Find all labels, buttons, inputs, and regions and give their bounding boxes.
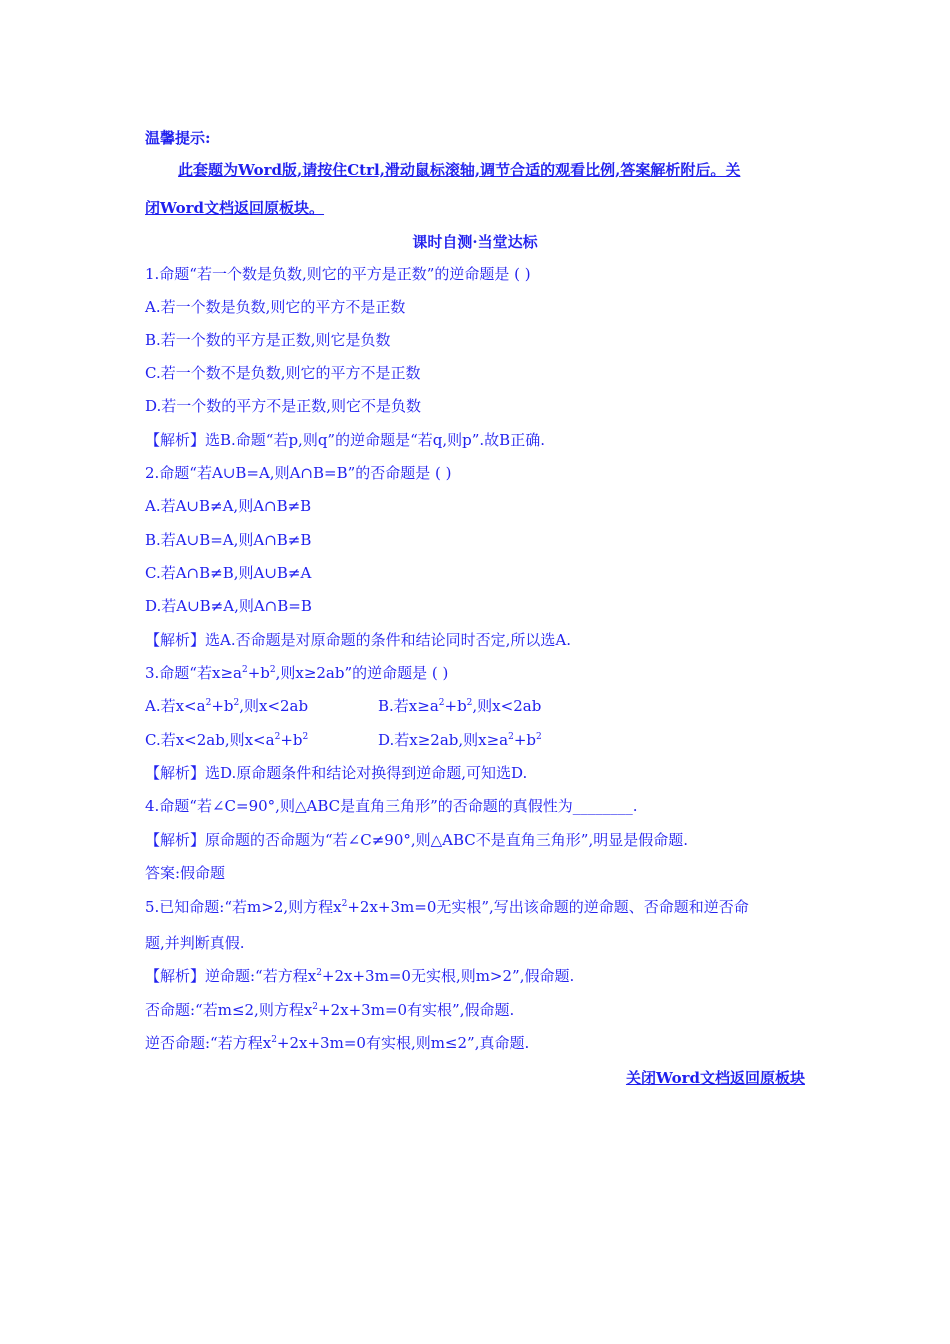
q4-answer: 答案:假命题: [145, 864, 226, 882]
q3-analysis: 【解析】选D.原命题条件和结论对换得到逆命题,可知选D.: [145, 764, 528, 782]
q3-option-b: B.若$x\ge a^2+b^2$,则x<2ab: [378, 697, 542, 715]
q5-stem-line-1: 5.已知命题:“若m>2,则方程$x^2+2x+3m=0$无实根”,写出该命题的逆命题、否命题和逆否命: [145, 898, 749, 916]
q1-analysis: 【解析】选B.命题“若p,则q”的逆命题是“若q,则p”.故B正确.: [145, 431, 545, 449]
q1-option-b: B.若一个数的平方是正数,则它是负数: [145, 331, 391, 349]
q3-option-d: D.若x≥2ab,则$x\ge a^2+b^2$: [378, 731, 542, 749]
close-word-link[interactable]: 关闭Word文档返回原板块: [625, 1069, 805, 1087]
q1-option-c: C.若一个数不是负数,则它的平方不是正数: [145, 364, 421, 382]
q5-analysis-inverse: 否命题:“若m≤2,则方程$x^2+2x+3m=0$有实根”,假命题.: [145, 1001, 515, 1019]
q4-analysis: 【解析】原命题的否命题为“若∠C≠90°,则△ABC不是直角三角形”,明显是假命题.: [145, 831, 688, 849]
notice-line-1[interactable]: 此套题为Word版,请按住Ctrl,滑动鼠标滚轴,调节合适的观看比例,答案解析附后。关: [178, 161, 741, 179]
q2-option-d: D.若A∪B≠A,则A∩B=B: [145, 597, 312, 615]
q5-analysis-converse: 【解析】逆命题:“若方程$x^2+2x+3m=0$无实根,则m>2”,假命题.: [145, 967, 575, 985]
section-title: 课时自测·当堂达标: [412, 233, 538, 251]
q3-option-a: A.若$x<a^2+b^2$,则x<2ab: [145, 697, 309, 715]
q2-analysis: 【解析】选A.否命题是对原命题的条件和结论同时否定,所以选A.: [145, 631, 571, 649]
q2-stem: 2.命题“若A∪B=A,则A∩B=B”的否命题是 ( ): [145, 464, 452, 482]
notice-title: 温馨提示:: [145, 129, 211, 147]
q2-option-b: B.若A∪B=A,则A∩B≠B: [145, 531, 312, 549]
q2-option-a: A.若A∪B≠A,则A∩B≠B: [145, 497, 312, 515]
q2-option-c: C.若A∩B≠B,则A∪B≠A: [145, 564, 312, 582]
q3-option-c: C.若x<2ab,则$x<a^2+b^2$: [145, 731, 309, 749]
q1-option-a: A.若一个数是负数,则它的平方不是正数: [145, 298, 406, 316]
q5-stem-line-2: 题,并判断真假.: [145, 934, 245, 952]
q4-stem: 4.命题“若∠C=90°,则△ABC是直角三角形”的否命题的真假性为________.: [145, 797, 638, 815]
q5-analysis-contrapositive: 逆否命题:“若方程$x^2+2x+3m=0$有实根,则m≤2”,真命题.: [145, 1034, 530, 1052]
q1-stem: 1.命题“若一个数是负数,则它的平方是正数”的逆命题是 ( ): [145, 265, 531, 283]
q3-stem: 3.命题“若$x\ge a^2+b^2$,则x≥2ab”的逆命题是 ( ): [145, 664, 449, 682]
q1-option-d: D.若一个数的平方不是正数,则它不是负数: [145, 397, 422, 415]
notice-line-2[interactable]: 闭Word文档返回原板块。: [145, 199, 325, 217]
